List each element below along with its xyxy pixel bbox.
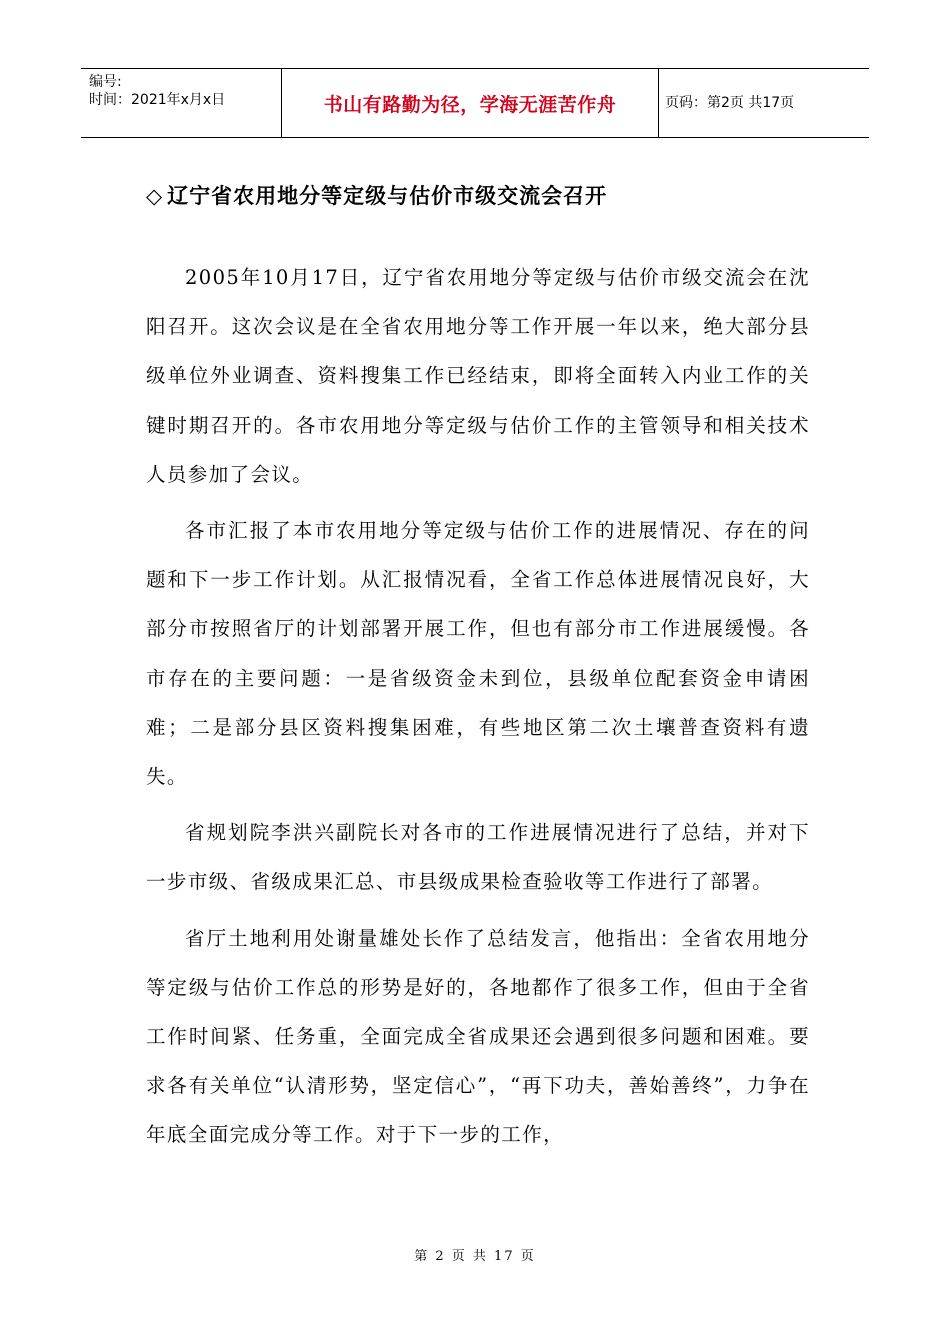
- article-body: [146, 253, 810, 1167]
- article-title-text: 辽宁省农用地分等定级与估价市级交流会召开: [167, 184, 608, 208]
- article-title: [146, 180, 607, 210]
- header-table: [81, 68, 869, 138]
- diamond-bullet-icon: ◇: [146, 184, 164, 208]
- header-page-cell: [659, 69, 869, 137]
- paragraph-1: 2005年10月17日，辽宁省农用地分等定级与估价市级交流会在沈阳召开。这次会议是在全省农用地分等工作开展一年以来，绝大部分县级单位外业调查、资料搜集工作已经结束，即将全面转入内业工作的关键时期召开的。各市农用地分等定级与估价工作的主管领导和相关技术人员参加了会议。: [146, 266, 810, 486]
- header-motto-cell: [282, 69, 659, 137]
- time-label: 时间：2021年x月x日: [89, 92, 226, 108]
- paragraph-2: 各市汇报了本市农用地分等定级与估价工作的进展情况、存在的问题和下一步工作计划。从汇报情况看，全省工作总体进展情况良好，大部分市按照省厅的计划部署开展工作，但也有部分市工作进展缓慢。各市存在的主要问题：一是省级资金未到位，县级单位配套资金申请困难；二是部分县区资料搜集困难，有些地区第二次土壤普查资料有遗失。: [146, 519, 810, 789]
- paragraph-3: 省规划院李洪兴副院长对各市的工作进展情况进行了总结，并对下一步市级、省级成果汇总、市县级成果检查验收等工作进行了部署。: [146, 821, 810, 894]
- paragraph-4: 省厅土地利用处谢量雄处长作了总结发言，他指出：全省农用地分等定级与估价工作总的形势是好的，各地都作了很多工作，但由于全省工作时间紧、任务重，全面完成全省成果还会遇到很多问题和困难。要求各有关单位“认清形势，坚定信心”，“再下功夫，善始善终”，力争在年底全面完成分等工作。对于下一步的工作，: [146, 926, 810, 1147]
- header-meta-cell: [81, 69, 282, 137]
- motto-text: 书山有路勤为径，学海无涯苦作舟: [323, 93, 617, 116]
- page-info: 页码：第2页 共17页: [665, 95, 795, 111]
- page-footer: 第 2 页 共 17 页: [414, 1249, 536, 1264]
- number-label: 编号:: [89, 74, 122, 90]
